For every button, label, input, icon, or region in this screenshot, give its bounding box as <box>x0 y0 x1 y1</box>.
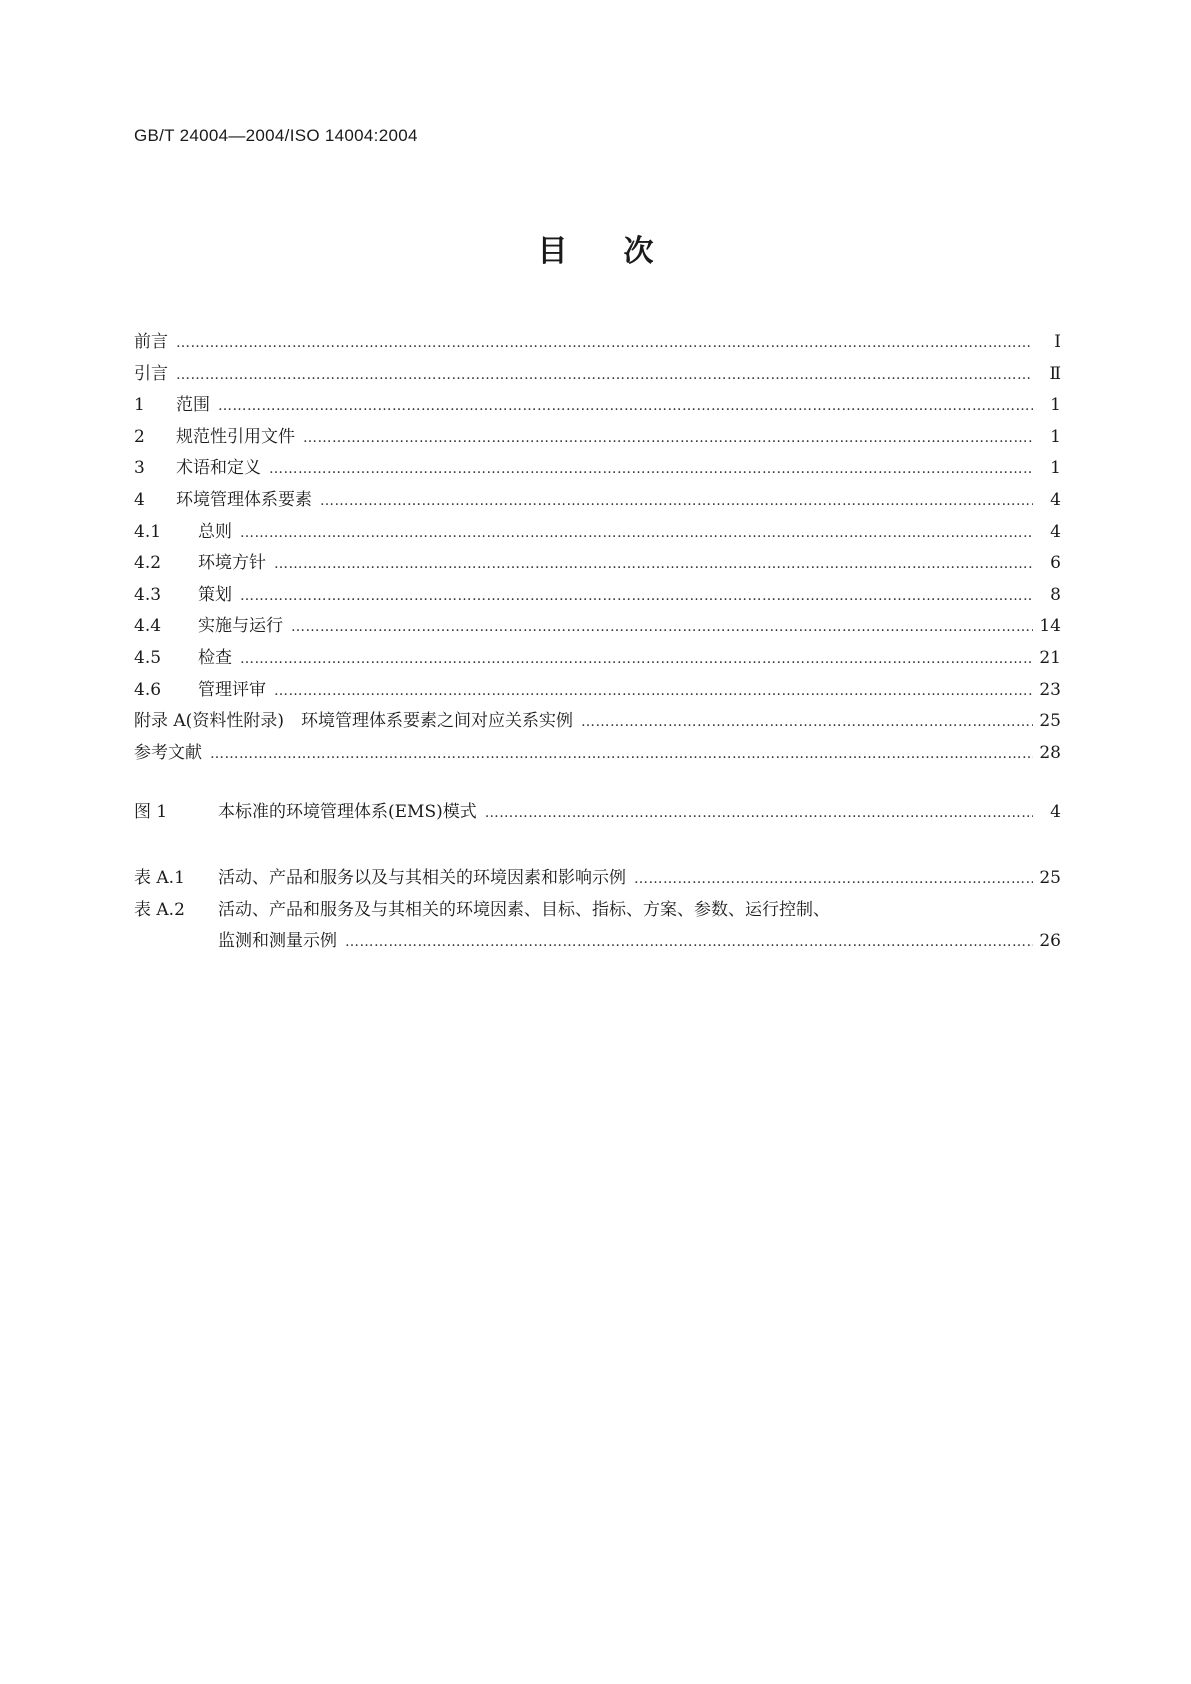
toc-page: 1 <box>1050 395 1061 416</box>
toc-label: 实施与运行 <box>198 616 283 637</box>
toc-page: 14 <box>1039 616 1061 637</box>
title-char-1: 目 <box>537 234 568 269</box>
leader-dots <box>274 683 1033 699</box>
leader-dots <box>291 619 1033 635</box>
leader-dots <box>485 805 1033 821</box>
toc-page: 1 <box>1050 458 1061 479</box>
toc-entry-planning[interactable] <box>134 580 1061 612</box>
toc-number: 4.2 <box>134 553 162 574</box>
toc-label: 检查 <box>198 647 232 668</box>
toc-entry-bibliography[interactable] <box>134 738 1061 770</box>
toc-number: 2 <box>134 426 145 447</box>
toc-page: 21 <box>1039 647 1061 668</box>
toc-page: 6 <box>1050 553 1061 574</box>
page-title <box>0 226 1191 270</box>
toc-entry-foreword[interactable] <box>134 327 1061 359</box>
toc-label: 本标准的环境管理体系(EMS)模式 <box>218 802 477 823</box>
toc-entry-annex-a[interactable] <box>134 706 1061 738</box>
toc-number: 表 A.1 <box>134 867 185 888</box>
toc-page: 26 <box>1039 931 1061 952</box>
toc-number: 4.6 <box>134 679 162 700</box>
leader-dots <box>240 651 1033 667</box>
toc-label: 管理评审 <box>198 679 266 700</box>
toc-entry-scope[interactable] <box>134 390 1061 422</box>
toc-label: 引言 <box>134 363 168 384</box>
toc-label: 附录 A(资料性附录) 环境管理体系要素之间对应关系实例 <box>134 711 573 732</box>
leader-dots <box>274 556 1033 572</box>
toc-entry-terms[interactable] <box>134 453 1061 485</box>
leader-dots <box>345 934 1033 950</box>
toc-entry-ems-elements[interactable] <box>134 485 1061 517</box>
toc-entry-table-a1[interactable] <box>134 863 1061 895</box>
toc-entry-management-review[interactable] <box>134 675 1061 707</box>
toc-number: 1 <box>134 395 145 416</box>
leader-dots <box>269 461 1033 477</box>
leader-dots <box>210 746 1033 762</box>
toc-number: 表 A.2 <box>134 899 185 920</box>
toc-page: Ⅱ <box>1049 363 1061 384</box>
toc-page: 8 <box>1050 584 1061 605</box>
toc-entry-figure-1[interactable] <box>134 797 1061 829</box>
toc-entry-checking[interactable] <box>134 643 1061 675</box>
toc-page: 4 <box>1050 802 1061 823</box>
toc-page: 4 <box>1050 521 1061 542</box>
toc-label: 术语和定义 <box>176 458 261 479</box>
leader-dots <box>240 525 1033 541</box>
leader-dots <box>581 714 1033 730</box>
toc-page: 25 <box>1039 711 1061 732</box>
toc-number: 4.5 <box>134 647 162 668</box>
toc-label: 活动、产品和服务及与其相关的环境因素、目标、指标、方案、参数、运行控制、 <box>218 899 830 920</box>
toc-page: 1 <box>1050 426 1061 447</box>
leader-dots <box>320 493 1033 509</box>
toc-entry-environmental-policy[interactable] <box>134 548 1061 580</box>
toc-number: 4.4 <box>134 616 162 637</box>
toc-page: Ⅰ <box>1054 332 1061 352</box>
toc-number: 4.1 <box>134 521 162 542</box>
toc-entry-implementation[interactable] <box>134 611 1061 643</box>
toc-page: 25 <box>1039 867 1061 888</box>
toc-entry-normative-references[interactable] <box>134 422 1061 454</box>
leader-dots <box>634 871 1033 887</box>
toc-label: 范围 <box>176 395 210 416</box>
toc-label: 活动、产品和服务以及与其相关的环境因素和影响示例 <box>218 867 626 888</box>
standard-number: GB/T 24004—2004/ISO 14004:2004 <box>134 126 418 145</box>
leader-dots <box>240 588 1033 604</box>
toc-entry-introduction[interactable] <box>134 359 1061 391</box>
leader-dots <box>218 398 1033 414</box>
toc-number: 4.3 <box>134 584 162 605</box>
toc-number: 图 1 <box>134 802 168 823</box>
leader-dots <box>176 335 1033 351</box>
toc-entry-table-a2[interactable] <box>134 895 1061 927</box>
toc-page: 28 <box>1039 742 1061 763</box>
leader-dots <box>303 430 1033 446</box>
toc-label: 前言 <box>134 332 168 352</box>
toc-number: 3 <box>134 458 145 479</box>
toc-label: 参考文献 <box>134 742 202 763</box>
toc-page: 23 <box>1039 679 1061 700</box>
toc-entry-table-a2-continued[interactable] <box>134 926 1061 958</box>
toc-label: 策划 <box>198 584 232 605</box>
toc-label: 环境方针 <box>198 553 266 574</box>
toc-label: 规范性引用文件 <box>176 426 295 447</box>
toc-label: 监测和测量示例 <box>218 931 337 952</box>
toc-number: 4 <box>134 489 145 510</box>
toc-entry-general[interactable] <box>134 517 1061 549</box>
table-of-contents <box>134 327 1061 958</box>
title-char-2: 次 <box>623 234 654 269</box>
toc-label: 总则 <box>198 521 232 542</box>
leader-dots <box>176 367 1033 383</box>
toc-label: 环境管理体系要素 <box>176 489 312 510</box>
toc-page: 4 <box>1050 489 1061 510</box>
